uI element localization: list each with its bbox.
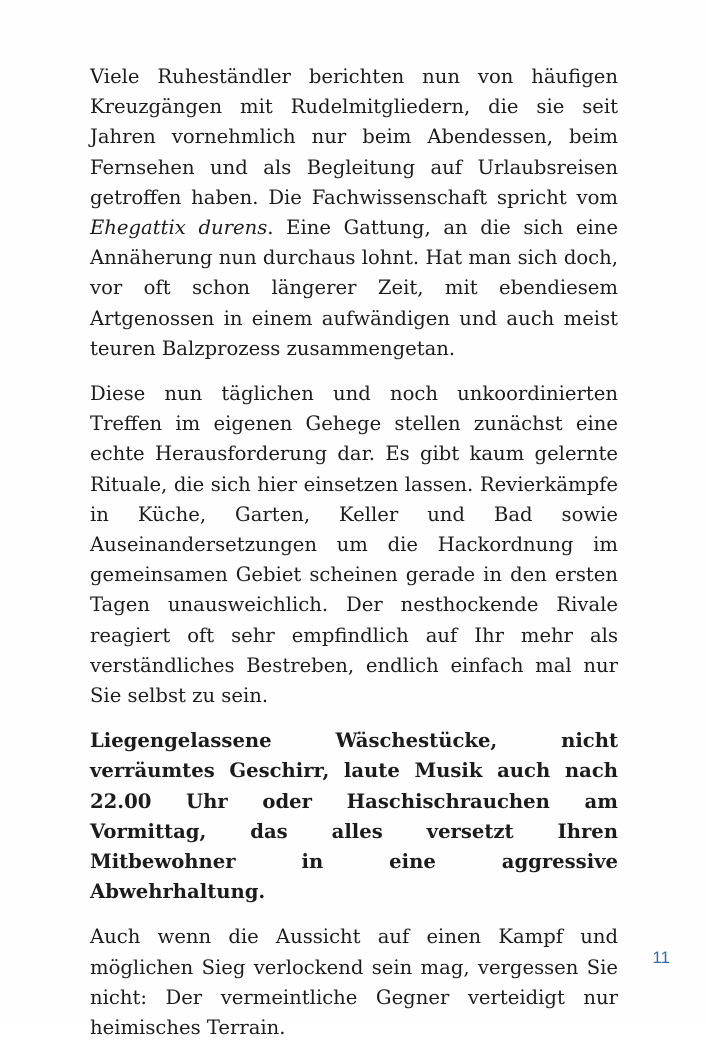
paragraph-2: Diese nun täglichen und noch unkoordinierten Treffen im eigenen Gehege stellen zunächst eine echte Herausforderung dar. Es gibt kaum gelernte Rituale, die sich hier einsetzen lassen. Revierkämpfe in Küche, Garten, Keller und Bad sowie Auseinandersetzungen um die Hackordnung im gemeinsamen Gebiet scheinen gerade in den ersten Tagen unausweichlich. Der nesthockende Rivale reagiert oft sehr empfindlich auf Ihr mehr als verständliches Bestreben, endlich einfach mal nur Sie selbst zu sein. (90, 382, 618, 708)
paragraph-1 (90, 62, 618, 364)
paragraph-1-species-name: Ehegattix durens (90, 216, 268, 240)
paragraph-3-bold: Liegengelassene Wäschestücke, nicht verräumtes Geschirr, laute Musik auch nach 22.00 Uhr oder Haschischrauchen am Vormittag, das alles versetzt Ihren Mitbewohner in eine aggressive Abwehrhaltung. (90, 729, 618, 904)
paragraph-4: Auch wenn die Aussicht auf einen Kampf und möglichen Sieg verlockend sein mag, vergessen Sie nicht: Der vermeintliche Gegner verteidigt nur heimisches Terrain. (90, 925, 618, 1040)
paragraph-1-text-end: . Eine Gattung, an die sich eine Annäherung nun durchaus lohnt. Hat man sich doch, vor oft schon längerer Zeit, mit ebendiesem Artgenossen in einem aufwändigen und auch meist teuren Balzprozess zusammengetan. (90, 216, 618, 360)
page-number: 11 (652, 948, 670, 967)
body-text (90, 62, 618, 1058)
paragraph-1-text-start: Viele Ruheständler berichten nun von häufigen Kreuzgängen mit Rudelmitgliedern, die sie seit Jahren vornehmlich nur beim Abendessen, beim Fernsehen und als Begleitung auf Urlaubsreisen getroffen haben. Die Fachwissenschaft spricht vom (90, 65, 618, 209)
